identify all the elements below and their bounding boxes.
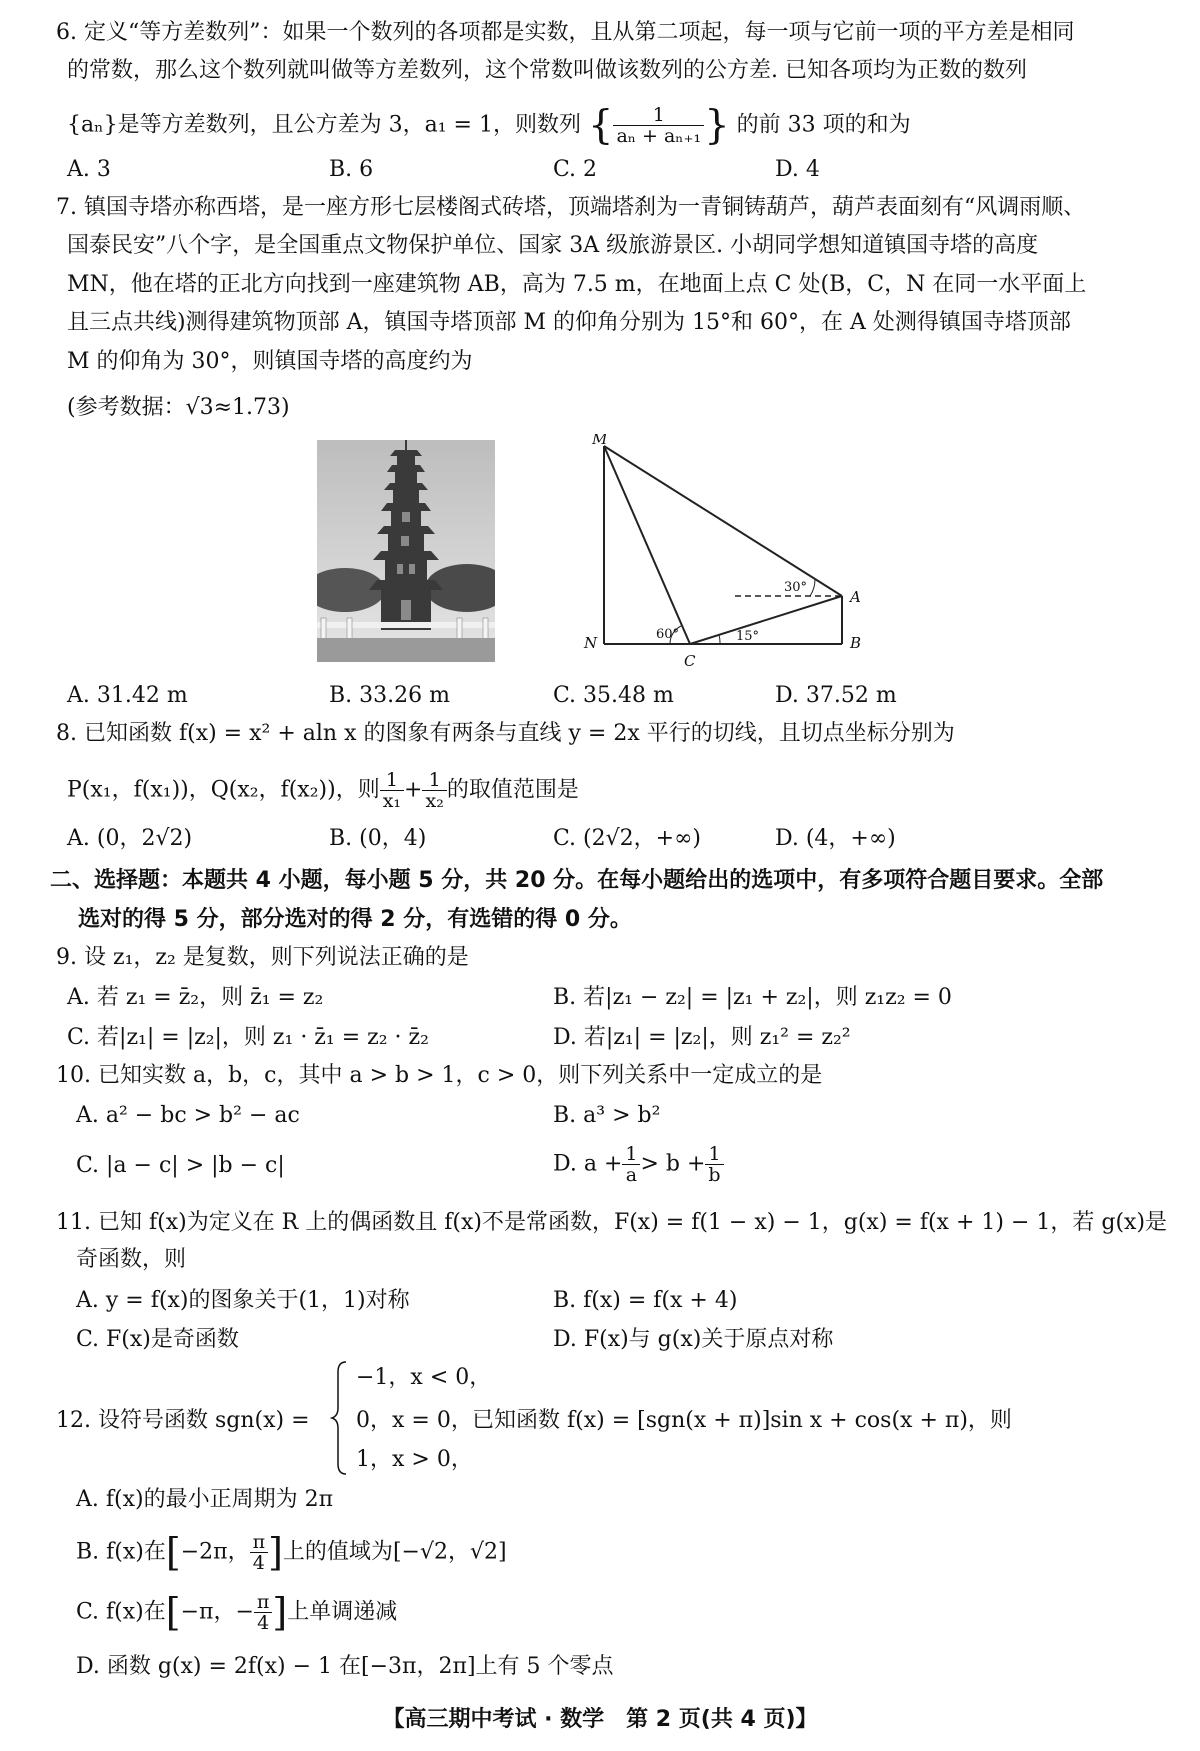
q10-stem: 10. 已知实数 a，b，c，其中 a > b > 1，c > 0，则下列关系中一定成立的是 [56, 1063, 823, 1088]
label-angle-15: 15° [736, 629, 760, 644]
q12-option-d[interactable]: D. 函数 g(x) = 2f(x) − 1 在[−3π，2π]上有 5 个零点 [76, 1654, 614, 1679]
q7-line1: 7. 镇国寺塔亦称西塔，是一座方形七层楼阁式砖塔，顶端塔刹为一青铜铸葫芦，葫芦表面刻有“风调雨顺、 [56, 195, 1086, 220]
q6-fraction: $\frac{1}{\text{aₙ + aₙ₊₁}}$ [613, 105, 704, 146]
q7-option-d[interactable]: D. 37.52 m [775, 683, 897, 708]
page-footer: 【高三期中考试 · 数学 第 2 页(共 4 页)】 [382, 1707, 818, 1732]
label-m: M [592, 434, 608, 448]
q12-option-c[interactable]: C. f(x)在[−π，− $\frac{\pi}{4}$ ]上单调递减 [76, 1590, 398, 1635]
diagram-lines [604, 446, 842, 644]
q11-line2: 奇函数，则 [76, 1247, 187, 1272]
q6-line3: {aₙ}是等方差数列，且公方差为 3，a₁ = 1，则数列 { $\frac{1}{\text{aₙ + aₙ₊₁}}$ } 的前 33 项的和为 [67, 102, 911, 149]
q6-option-a[interactable]: A. 3 [67, 157, 111, 182]
q9-option-b[interactable]: B. 若|z₁ − z₂| = |z₁ + z₂|，则 z₁z₂ = 0 [553, 985, 952, 1010]
q7-reference-data: (参考数据：√3≈1.73) [67, 395, 290, 420]
q8-line1: 8. 已知函数 f(x) = x² + aln x 的图象有两条与直线 y = 2x 平行的切线，且切点坐标分别为 [56, 721, 955, 746]
q8-option-a[interactable]: A. (0，2√2) [67, 826, 193, 851]
angle-arc-30 [810, 579, 815, 596]
q12-tail: 已知函数 f(x) = [sgn(x + π)]sin x + cos(x + π)，则 [472, 1408, 1012, 1433]
q7-line3: MN，他在塔的正北方向找到一座建筑物 AB，高为 7.5 m，在地面上点 C 处(B，C，N 在同一水平面上 [67, 272, 1087, 297]
q12-case-3: 1，x > 0， [356, 1447, 473, 1472]
q7-option-b[interactable]: B. 33.26 m [329, 683, 450, 708]
q11-option-b[interactable]: B. f(x) = f(x + 4) [553, 1288, 738, 1313]
label-a: A [850, 588, 861, 606]
q7-option-c[interactable]: C. 35.48 m [553, 683, 674, 708]
q8-line2: P(x₁，f(x₁))，Q(x₂，f(x₂))，则 $\frac{1}{\text{x₁}}$ + $\frac{1}{\text{x₂}}$ 的取值范围是 [67, 769, 579, 812]
q6-line1: 6. 定义“等方差数列”：如果一个数列的各项都是实数，且从第二项起，每一项与它前一项的平方差是相同 [56, 20, 1075, 45]
q12-option-b[interactable]: B. f(x)在[−2π， $\frac{\pi}{4}$ ]上的值域为[−√2，√2] [76, 1530, 507, 1575]
q11-line1: 11. 已知 f(x)为定义在 R 上的偶函数且 f(x)不是常函数，F(x) = f(1 − x) − 1，g(x) = f(x + 1) − 1，若 g(x)是 [56, 1210, 1168, 1235]
q6-line3-tail: 的前 33 项的和为 [736, 112, 911, 138]
q11-option-a[interactable]: A. y = f(x)的图象关于(1，1)对称 [76, 1288, 410, 1313]
q12-case-2: 0，x = 0， [356, 1408, 473, 1433]
q8-fraction-2: $\frac{1}{\text{x₂}}$ [422, 770, 446, 811]
section2-rules: 选对的得 5 分，部分选对的得 2 分，有选错的得 0 分。 [78, 907, 632, 932]
q8-option-d[interactable]: D. (4，+∞) [775, 826, 896, 851]
q7-option-a[interactable]: A. 31.42 m [67, 683, 188, 708]
q11-option-c[interactable]: C. F(x)是奇函数 [76, 1327, 239, 1352]
q7-line5: M 的仰角为 30°，则镇国寺塔的高度约为 [67, 349, 473, 374]
q8-fraction-1: $\frac{1}{\text{x₁}}$ [380, 770, 404, 811]
q10-option-b[interactable]: B. a³ > b² [553, 1103, 661, 1128]
q9-option-d[interactable]: D. 若|z₁| = |z₂|，则 z₁² = z₂² [553, 1025, 851, 1050]
q12-head: 12. 设符号函数 sgn(x) = [56, 1408, 310, 1433]
q11-option-d[interactable]: D. F(x)与 g(x)关于原点对称 [553, 1327, 834, 1352]
label-b: B [850, 634, 862, 652]
section2-heading: 二、选择题：本题共 4 小题，每小题 5 分，共 20 分。在每小题给出的选项中，有多项符合题目要求。全部 [50, 868, 1104, 893]
q6-option-c[interactable]: C. 2 [553, 157, 598, 182]
q6-line2: 的常数，那么这个数列就叫做等方差数列，这个常数叫做该数列的公方差. 已知各项均为正数的数列 [67, 58, 1027, 83]
q7-line2: 国泰民安”八个字，是全国重点文物保护单位、国家 3A 级旅游景区. 小胡同学想知道镇国寺塔的高度 [67, 233, 1039, 258]
q10-option-c[interactable]: C. |a − c| > |b − c| [76, 1153, 285, 1178]
q8-option-c[interactable]: C. (2√2，+∞) [553, 826, 701, 851]
label-n: N [584, 634, 598, 652]
angle-arc-15 [719, 635, 720, 644]
q6-line3-head: {aₙ}是等方差数列，且公方差为 3，a₁ = 1，则数列 [67, 112, 581, 138]
q10-option-d[interactable]: D. a + $\frac{1}{a}$ > b + $\frac{1}{b}$ [553, 1144, 724, 1185]
q10-option-a[interactable]: A. a² − bc > b² − ac [76, 1103, 300, 1128]
q6-option-b[interactable]: B. 6 [329, 157, 374, 182]
q8-option-b[interactable]: B. (0，4) [329, 826, 427, 851]
q9-option-c[interactable]: C. 若|z₁| = |z₂|，则 z₁ · z̄₁ = z₂ · z̄₂ [67, 1025, 429, 1050]
q12-brace [330, 1358, 350, 1478]
pagoda-photo [317, 440, 495, 662]
q7-line4: 且三点共线)测得建筑物顶部 A，镇国寺塔顶部 M 的仰角分别为 15°和 60°，在 A 处测得镇国寺塔顶部 [67, 310, 1071, 335]
label-c: C [684, 652, 696, 670]
q12-case-1: −1，x < 0， [356, 1365, 492, 1390]
q9-stem: 9. 设 z₁，z₂ 是复数，则下列说法正确的是 [56, 945, 469, 970]
geometry-diagram [570, 434, 880, 674]
q6-option-d[interactable]: D. 4 [775, 157, 820, 182]
q12-option-a[interactable]: A. f(x)的最小正周期为 2π [76, 1487, 334, 1512]
label-angle-30: 30° [784, 580, 808, 595]
q9-option-a[interactable]: A. 若 z₁ = z̄₂，则 z̄₁ = z₂ [67, 985, 324, 1010]
label-angle-60: 60° [656, 627, 680, 642]
